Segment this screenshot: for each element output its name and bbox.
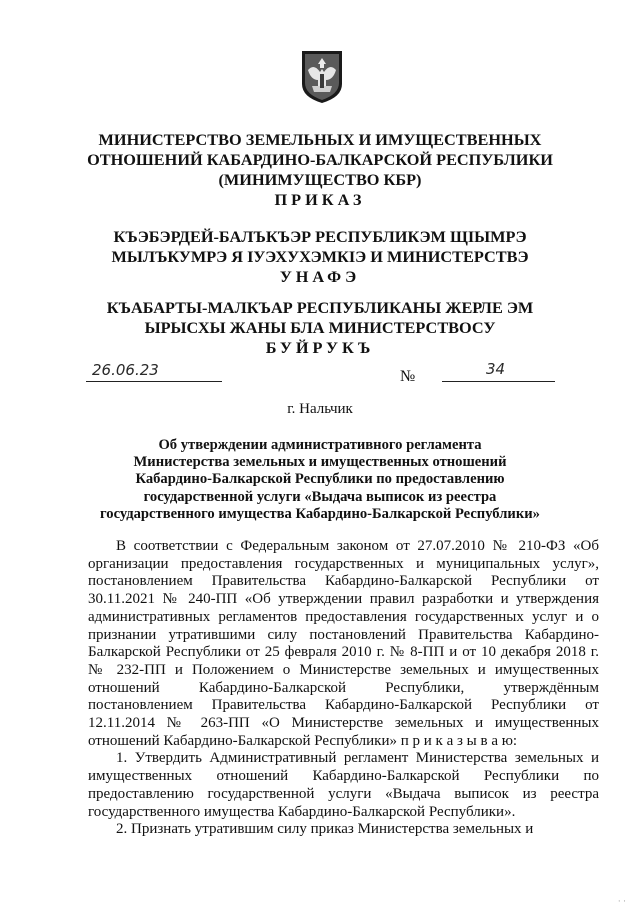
order-title-kab: УНАФЭ (279, 267, 361, 286)
page-corner-mark: · · (617, 896, 626, 906)
order-item-2: 2. Признать утратившим силу приказ Министерства земельных и (116, 821, 534, 838)
order-word: п р и к а з ы в а ю: (400, 732, 518, 749)
order-item-1: 1. Утвердить Административный регламент Министерства земельных и имущественных отношений Кабардино-Балкарской Республики по предоставлению государственной услуги «Выдача выписок из реестра государственного имущества Кабардино-Балкарской Республики». (88, 750, 599, 820)
balkar-name-line2: ЫРЫСХЫ ЖАНЫ БЛА МИНИСТЕРСТВОСУ (144, 318, 496, 337)
preamble-paragraph (88, 538, 599, 750)
title-line4: государственной услуги «Выдача выписок из реестра (143, 488, 497, 505)
order-title-ru: ПРИКАЗ (274, 190, 366, 209)
kabardian-name-line1: КЪЭБЭРДЕЙ-БАЛЪКЪЭР РЕСПУБЛИКЭМ ЩIЫМРЭ (113, 227, 527, 246)
title-line1: Об утверждении административного регламента (158, 437, 482, 453)
title-line5: государственного имущества Кабардино-Балкарской Республики» (100, 505, 540, 522)
city: г. Нальчик (287, 401, 353, 417)
title-line2: Министерства земельных и имущественных отношений (133, 454, 507, 471)
order-subject-title (100, 437, 540, 523)
order-body (88, 538, 599, 839)
number-label: № (400, 368, 416, 385)
date-underline (86, 381, 222, 382)
ministry-name-line1: МИНИСТЕРСТВО ЗЕМЕЛЬНЫХ И ИМУЩЕСТВЕННЫХ (98, 130, 542, 149)
ministry-short-name: (МИНИМУЩЕСТВО КБР) (218, 170, 422, 189)
title-line3: Кабардино-Балкарской Республики по предоставлению (135, 471, 505, 488)
order-number: 34 (486, 360, 506, 378)
preamble-text: В соответствии с Федеральным законом от 27.07.2010 № 210-ФЗ «Об организации предоставления государственных и муниципальных услуг», постановлением Правительства Кабардино-Балкарской Республики от 30.11.2021 № 240-ПП «Об утверждении правил разработки и утверждения административных регламентов предоставления государственных услуг и о признании утратившими силу постановлений Правительства Кабардино-Балкарской Республики от 25 февраля 2010 г. № 8-ПП и от 10 декабря 2018 г. № 232-ПП и Положением о Министерстве земельных и имущественных отношений Кабардино-Балкарской Республики, утверждённым постановлением Правительства Кабардино-Балкарской Республики от 12.11.2014 № 263-ПП «О Министерстве земельных и имущественных отношений Кабардино-Балкарской Республики» (88, 538, 599, 749)
coat-of-arms-emblem (300, 50, 344, 104)
order-date: 26.06.23 (92, 361, 159, 379)
kabardian-name-line2: МЫЛЪКУМРЭ Я IУЭХУХЭМКIЭ И МИНИСТЕРСТВЭ (111, 247, 529, 266)
ministry-name-line2: ОТНОШЕНИЙ КАБАРДИНО-БАЛКАРСКОЙ РЕСПУБЛИКИ (87, 150, 553, 169)
number-underline (442, 381, 555, 382)
order-title-bal: БУЙРУКЪ (265, 338, 375, 357)
balkar-name-line1: КЪАБАРТЫ-МАЛКЪАР РЕСПУБЛИКАНЫ ЖЕРЛЕ ЭМ (106, 298, 534, 317)
